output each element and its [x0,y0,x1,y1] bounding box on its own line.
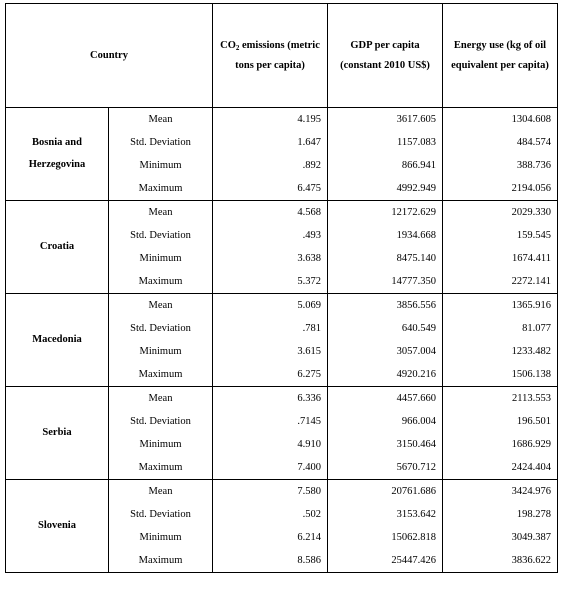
gdp-cell: 3856.556 [328,294,443,318]
country-cell: Croatia [6,201,109,294]
energy-cell: 3049.387 [443,526,558,549]
gdp-cell: 3150.464 [328,433,443,456]
header-row [6,4,558,108]
statistic-cell: Std. Deviation [109,317,213,340]
gdp-cell: 866.941 [328,154,443,177]
co2-cell: 6.275 [213,363,328,387]
statistic-cell: Std. Deviation [109,410,213,433]
table-row [6,480,558,504]
co2-cell: 6.336 [213,387,328,411]
statistic-cell: Mean [109,108,213,132]
statistic-cell: Mean [109,387,213,411]
table-row [6,108,558,132]
energy-cell: 1674.411 [443,247,558,270]
country-cell: Macedonia [6,294,109,387]
co2-cell: 3.638 [213,247,328,270]
gdp-cell: 20761.686 [328,480,443,504]
gdp-cell: 14777.350 [328,270,443,294]
table-body [6,108,558,573]
statistics-table-container [5,3,558,573]
gdp-cell: 12172.629 [328,201,443,225]
statistic-cell: Maximum [109,363,213,387]
co2-cell: 8.586 [213,549,328,573]
energy-cell: 2194.056 [443,177,558,201]
statistic-cell: Maximum [109,270,213,294]
energy-header: Energy use (kg of oil equivalent per capita) [443,4,558,108]
statistic-cell: Minimum [109,340,213,363]
gdp-cell: 640.549 [328,317,443,340]
co2-cell: .502 [213,503,328,526]
statistic-cell: Minimum [109,247,213,270]
energy-cell: 484.574 [443,131,558,154]
co2-cell: 1.647 [213,131,328,154]
energy-cell: 388.736 [443,154,558,177]
energy-cell: 2272.141 [443,270,558,294]
country-header: Country [6,4,213,108]
country-cell: Serbia [6,387,109,480]
descriptive-statistics-table [5,3,558,573]
energy-cell: 1506.138 [443,363,558,387]
gdp-cell: 4457.660 [328,387,443,411]
energy-cell: 1304.608 [443,108,558,132]
statistic-cell: Maximum [109,177,213,201]
statistic-cell: Std. Deviation [109,224,213,247]
gdp-cell: 1934.668 [328,224,443,247]
co2-header-post: emissions (metric tons per capita) [235,39,320,71]
co2-cell: 7.580 [213,480,328,504]
gdp-cell: 3057.004 [328,340,443,363]
co2-cell: .7145 [213,410,328,433]
co2-cell: .493 [213,224,328,247]
co2-cell: 5.372 [213,270,328,294]
country-cell: Bosnia and Herzegovina [6,108,109,201]
gdp-cell: 3617.605 [328,108,443,132]
energy-cell: 2113.553 [443,387,558,411]
energy-cell: 3836.622 [443,549,558,573]
co2-cell: 6.214 [213,526,328,549]
table-row [6,387,558,411]
statistic-cell: Minimum [109,433,213,456]
statistic-cell: Std. Deviation [109,503,213,526]
gdp-cell: 966.004 [328,410,443,433]
co2-header-sub: 2 [235,43,240,52]
table-row [6,294,558,318]
gdp-cell: 4920.216 [328,363,443,387]
energy-cell: 1365.916 [443,294,558,318]
co2-cell: .781 [213,317,328,340]
energy-cell: 159.545 [443,224,558,247]
energy-cell: 3424.976 [443,480,558,504]
statistic-cell: Minimum [109,154,213,177]
statistic-cell: Mean [109,201,213,225]
gdp-header: GDP per capita (constant 2010 US$) [328,4,443,108]
co2-cell: 3.615 [213,340,328,363]
statistic-cell: Maximum [109,456,213,480]
gdp-cell: 15062.818 [328,526,443,549]
statistic-cell: Minimum [109,526,213,549]
statistic-cell: Mean [109,480,213,504]
table-row [6,201,558,225]
co2-cell: 4.195 [213,108,328,132]
gdp-cell: 1157.083 [328,131,443,154]
statistic-cell: Std. Deviation [109,131,213,154]
co2-cell: 5.069 [213,294,328,318]
gdp-cell: 3153.642 [328,503,443,526]
gdp-cell: 25447.426 [328,549,443,573]
energy-cell: 198.278 [443,503,558,526]
co2-cell: 4.568 [213,201,328,225]
energy-cell: 1686.929 [443,433,558,456]
energy-cell: 1233.482 [443,340,558,363]
statistic-cell: Mean [109,294,213,318]
energy-cell: 81.077 [443,317,558,340]
co2-header [213,4,328,108]
co2-header-pre: CO [220,39,236,51]
country-cell: Slovenia [6,480,109,573]
gdp-cell: 4992.949 [328,177,443,201]
gdp-cell: 8475.140 [328,247,443,270]
statistic-cell: Maximum [109,549,213,573]
energy-cell: 196.501 [443,410,558,433]
co2-cell: 7.400 [213,456,328,480]
energy-cell: 2029.330 [443,201,558,225]
co2-cell: 6.475 [213,177,328,201]
co2-cell: .892 [213,154,328,177]
energy-cell: 2424.404 [443,456,558,480]
co2-cell: 4.910 [213,433,328,456]
gdp-cell: 5670.712 [328,456,443,480]
